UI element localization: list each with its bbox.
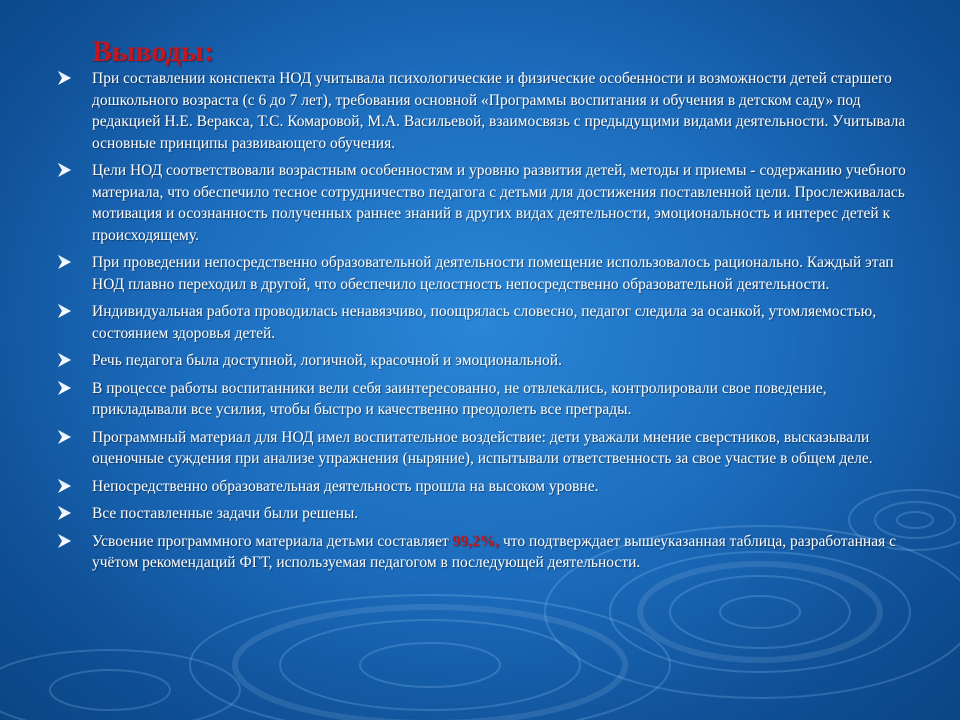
slide-title: Выводы: — [92, 35, 215, 68]
bullet-list — [58, 68, 908, 580]
bullet-text: Программный материал для НОД имел воспитательное воздействие: дети уважали мнение сверстников, высказывали оценочные суждения при анализе упражнения (ныряние), испытывали ответственность за свое участие в общем деле. — [92, 428, 873, 467]
bullet-text: При составлении конспекта НОД учитывала психологические и физические особенности и возможности детей старшего дошкольного возраста (с 6 до 7 лет), требования основной «Программы воспитания и обучения в детском саду» под редакцией Н.Е. Веракса, Т.С. Комаровой, М.А. Васильевой, взаимосвязь с предыдущими видами деятельности. Учитывала основные принципы развивающего обучения. — [92, 70, 906, 152]
bullet-text: Непосредственно образовательная деятельность прошла на высоком уровне. — [92, 477, 599, 495]
bullet-text-after: что подтверждает вышеуказанная таблица, разработанная с учётом рекомендаций ФГТ, используемая педагогом в последующей деятельности. — [92, 532, 896, 571]
bullet-text: Речь педагога была доступной, логичной, красочной и эмоциональной. — [92, 352, 562, 369]
list-item — [58, 503, 908, 525]
arrowhead-bullet-icon — [58, 301, 72, 322]
arrowhead-bullet-icon — [58, 476, 72, 497]
list-item — [58, 68, 908, 154]
list-item-result — [58, 531, 908, 574]
list-item — [58, 427, 908, 470]
list-item — [58, 476, 908, 498]
arrowhead-bullet-icon — [58, 531, 72, 552]
bullet-text-before: Усвоение программного материала детьми составляет — [92, 532, 453, 550]
bullet-text: При проведении непосредственно образовательной деятельности помещение использовалось рационально. Каждый этап НОД плавно переходил в другой, что обеспечило целостность непосредственно образовательной деятельности. — [92, 254, 894, 293]
bullet-text: В процессе работы воспитанники вели себя заинтересованно, не отвлекались, контролировали свое поведение, прикладывали все усилия, чтобы быстро и качественно преодолеть все преграды. — [92, 379, 827, 418]
percentage-highlight: 99,2%, — [452, 532, 500, 550]
arrowhead-bullet-icon — [58, 503, 72, 524]
list-item — [58, 301, 908, 344]
list-item — [58, 160, 908, 246]
arrowhead-bullet-icon — [58, 427, 72, 448]
arrowhead-bullet-icon — [58, 350, 72, 371]
list-item — [58, 252, 908, 295]
arrowhead-bullet-icon — [58, 160, 72, 181]
bullet-text: Все поставленные задачи были решены. — [92, 505, 359, 522]
list-item — [58, 350, 908, 372]
bullet-text: Цели НОД соответствовали возрастным особенностям и уровню развития детей, методы и приемы - содержанию учебного материала, что обеспечило тесное сотрудничество педагога с детьми для достижения поставленной цели. Прослеживалась мотивация и осознанность полученных раннее знаний в других видах деятельности, эмоциональность и интерес детей к происходящему. — [92, 162, 906, 244]
arrowhead-bullet-icon — [58, 252, 72, 273]
arrowhead-bullet-icon — [58, 68, 72, 89]
arrowhead-bullet-icon — [58, 378, 72, 399]
bullet-text: Индивидуальная работа проводилась ненавязчиво, поощрялась словесно, педагог следила за осанкой, утомляемостью, состоянием здоровья детей. — [92, 303, 877, 342]
list-item — [58, 378, 908, 421]
